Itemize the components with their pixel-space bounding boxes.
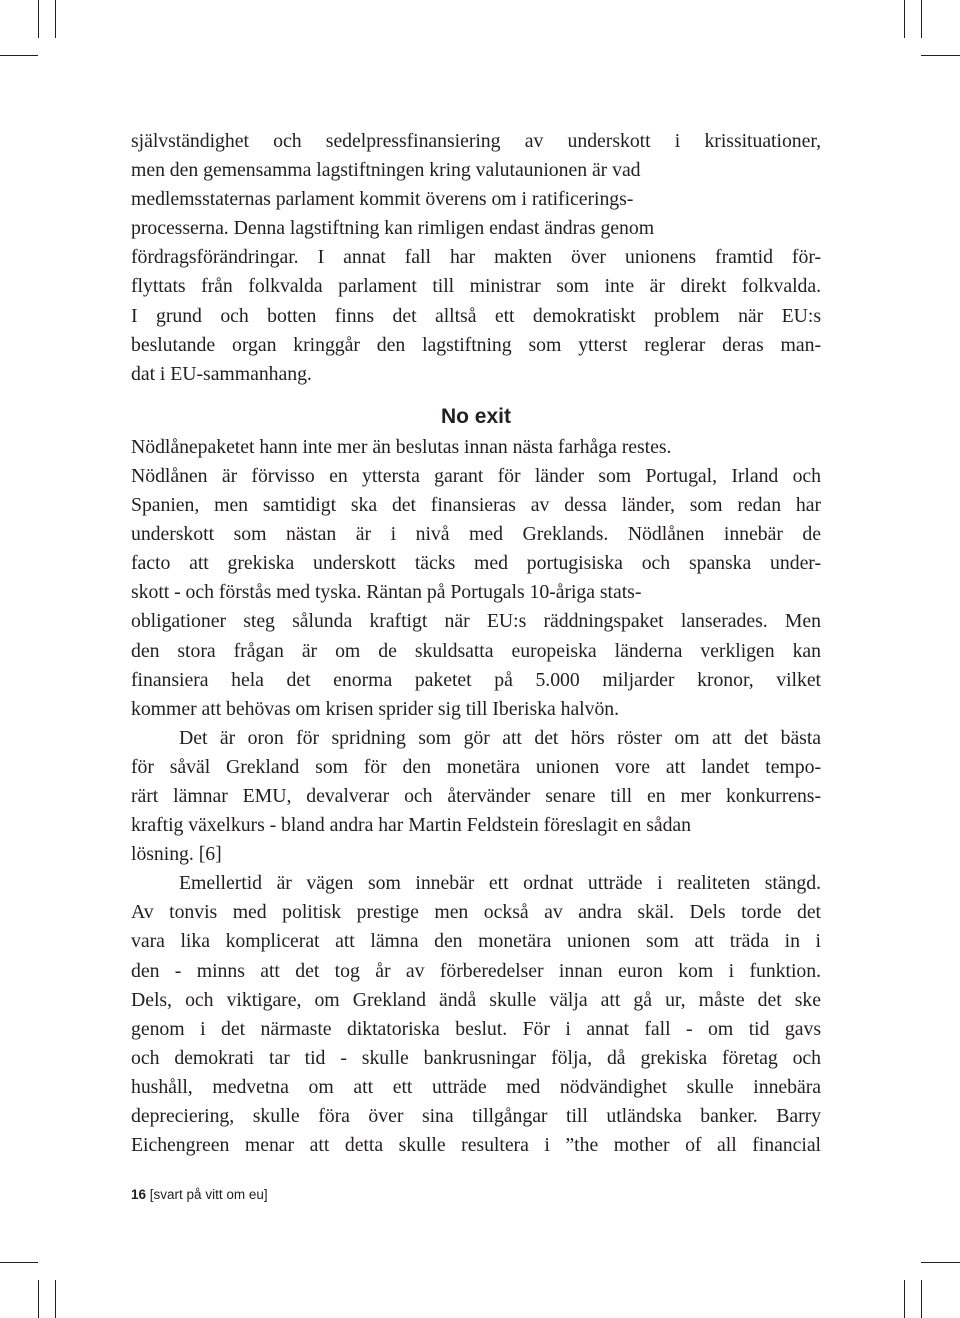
crop-mark bbox=[904, 0, 905, 38]
paragraph bbox=[131, 869, 821, 1160]
publication-name: [svart på vitt om eu] bbox=[149, 1187, 268, 1202]
text-line: skott - och förstås med tyska. Räntan på Portugals 10-åriga stats- bbox=[131, 581, 642, 604]
text-line: Eichengreen menar att detta skulle resultera i ”the mother of all financial bbox=[131, 1134, 821, 1157]
body-text bbox=[131, 127, 821, 1160]
text-line: den stora frågan är om de skuldsatta europeiska länderna verkligen kan bbox=[131, 639, 821, 662]
text-line: men den gemensamma lagstiftningen kring valutaunionen är vad bbox=[131, 159, 641, 182]
text-line: Dels, och viktigare, om Grekland ändå skulle välja att gå ur, måste det ske bbox=[131, 988, 821, 1011]
text-line: fördragsförändringar. I annat fall har makten över unionens framtid för- bbox=[131, 246, 821, 269]
crop-mark bbox=[0, 55, 38, 56]
text-line: Spanien, men samtidigt ska det finansieras av dessa länder, som redan har bbox=[131, 494, 821, 517]
text-line: flyttats från folkvalda parlament till ministrar som inte är direkt folkvalda. bbox=[131, 275, 821, 298]
text-line: Emellertid är vägen som innebär ett ordnat utträde i realiteten stängd. bbox=[179, 872, 821, 895]
text-line: vara lika komplicerat att lämna den monetära unionen som att träda in i bbox=[131, 930, 821, 953]
text-line: kraftig växelkurs - bland andra har Martin Feldstein föreslagit en sådan bbox=[131, 814, 691, 837]
text-line: medlemsstaternas parlament kommit överens om i ratificerings- bbox=[131, 188, 634, 211]
crop-mark bbox=[921, 1280, 922, 1318]
text-line: facto att grekiska underskott täcks med portugisiska och spanska under- bbox=[131, 552, 821, 575]
text-line: Nödlånepaketet hann inte mer än beslutas innan nästa farhåga restes. bbox=[131, 435, 672, 458]
text-line: självständighet och sedelpressfinansiering av underskott i krissituationer, bbox=[131, 130, 821, 152]
crop-mark bbox=[921, 55, 960, 56]
text-line: dat i EU-sammanhang. bbox=[131, 362, 312, 385]
text-line: kommer att behövas om krisen sprider sig till Iberiska halvön. bbox=[131, 697, 620, 720]
paragraph bbox=[131, 724, 821, 869]
text-line: lösning. [6] bbox=[131, 843, 222, 866]
text-line: depreciering, skulle föra över sina tillgångar till utländska banker. Barry bbox=[131, 1105, 821, 1127]
text-line: Av tonvis med politisk prestige men också av andra skäl. Dels torde det bbox=[131, 901, 821, 924]
crop-mark bbox=[38, 0, 39, 38]
crop-mark bbox=[921, 1262, 960, 1263]
page-footer bbox=[131, 1186, 268, 1204]
crop-mark bbox=[904, 1280, 905, 1318]
text-line: beslutande organ kringgår den lagstiftning som ytterst reglerar deras man- bbox=[131, 333, 821, 356]
text-line: den - minns att det tog år av förberedelser innan euron kom i funktion. bbox=[131, 959, 821, 982]
section-heading: No exit bbox=[440, 404, 511, 428]
crop-mark bbox=[55, 1280, 56, 1318]
crop-mark bbox=[38, 1280, 39, 1318]
text-line: rärt lämnar EMU, devalverar och återvänder senare till en mer konkurrens- bbox=[131, 784, 821, 807]
text-line: obligationer steg sålunda kraftigt när EU:s räddningspaket lanserades. Men bbox=[131, 610, 821, 633]
crop-mark bbox=[921, 0, 922, 38]
text-line: för såväl Grekland som för den monetära unionen vore att landet tempo- bbox=[131, 755, 821, 778]
text-line: genom i det närmaste diktatoriska beslut. För i annat fall - om tid gavs bbox=[131, 1017, 821, 1040]
paragraph bbox=[131, 433, 821, 724]
crop-mark bbox=[55, 0, 56, 38]
text-line: underskott som nästan är i nivå med Greklands. Nödlånen innebär de bbox=[131, 523, 821, 546]
crop-mark bbox=[0, 1262, 38, 1263]
page-number: 16 bbox=[131, 1187, 147, 1202]
text-line: processerna. Denna lagstiftning kan rimligen endast ändras genom bbox=[131, 217, 655, 240]
text-line: Det är oron för spridning som gör att det hörs röster om att det bästa bbox=[179, 726, 821, 749]
text-line: I grund och botten finns det alltså ett demokratiskt problem när EU:s bbox=[131, 304, 821, 327]
text-line: finansiera hela det enorma paketet på 5.000 miljarder kronor, vilket bbox=[131, 668, 821, 691]
text-line: Nödlånen är förvisso en yttersta garant för länder som Portugal, Irland och bbox=[131, 464, 821, 487]
text-line: hushåll, medvetna om att ett utträde med nödvändighet skulle innebära bbox=[131, 1075, 821, 1098]
paragraph bbox=[131, 127, 821, 389]
text-line: och demokrati tar tid - skulle bankrusningar följa, då grekiska företag och bbox=[131, 1046, 821, 1069]
